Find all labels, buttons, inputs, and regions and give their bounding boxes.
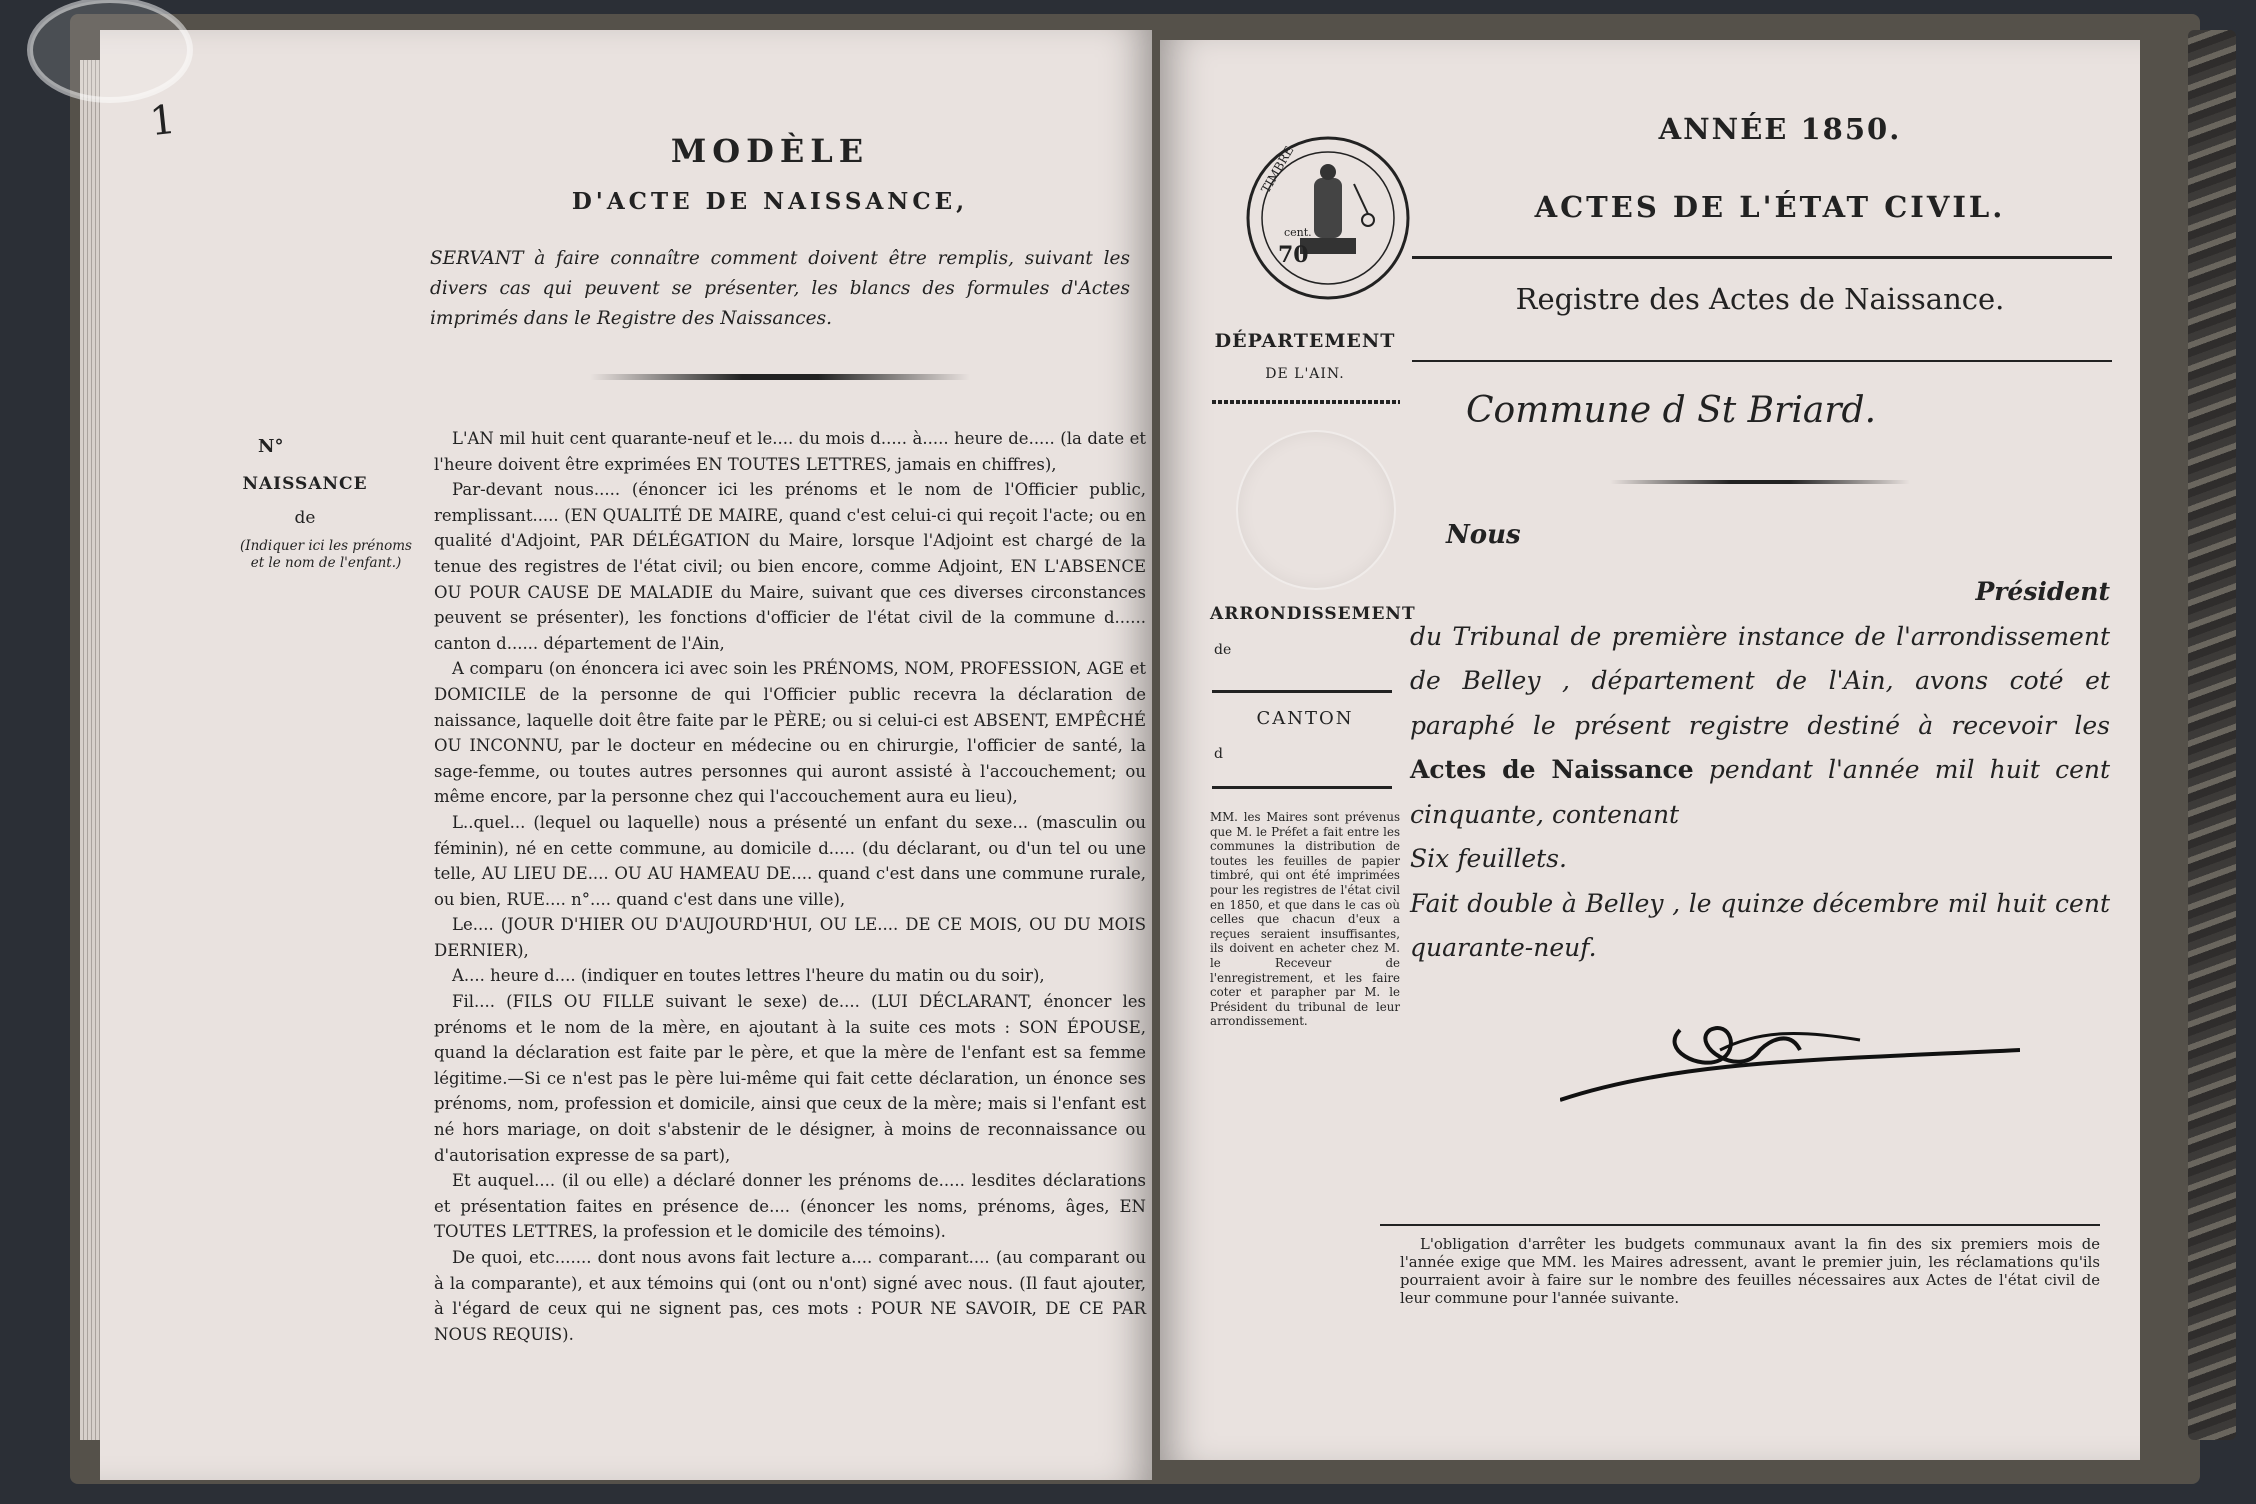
arrondissement-rule (1212, 690, 1392, 693)
declaration-actes: Actes de Naissance (1410, 755, 1694, 784)
margin-naissance-label: NAISSANCE (242, 474, 368, 494)
feuillets-label: feuillets. (1457, 844, 1567, 873)
declaration-date: , le quinze décembre mil huit cent quarante-neuf. (1410, 888, 2110, 962)
seal-label: TIMBRE (1258, 143, 1297, 196)
paragraph-child-sex: L..quel... (lequel ou laquelle) nous a présenté un enfant du sexe... (masculin ou féminin), né en cette commune, au domicile d..... (du déclarant, ou d'un tel ou une telle, AU LIEU DE.... OU AU HAMEAU DE.... quand c'est dans une commune rurale, ou bien, RUE.... n°.... quand c'est dans une ville), (434, 812, 1146, 909)
paragraph-declarant: A comparu (on énoncera ici avec soin les PRÉNOMS, NOM, PROFESSION, AGE et DOMICILE de la personne de qui l'Officier public recevra la déclaration de naissance, laquelle doit être faite par le PÈRE; ou si celui-ci est ABSENT, EMPÊCHÉ OU INCONNU, par le docteur en médecine ou en chirurgie, l'officier de santé, la sage-femme, ou toutes autres personnes qui auront assisté à l'accouchement; ou même encore, par la personne chez qui l'accouchement aura eu lieu), (434, 659, 1146, 807)
tax-stamp-seal (1244, 134, 1412, 302)
magnifier-glass (0, 0, 210, 130)
model-body (434, 426, 1146, 1347)
paragraph-witnesses: Et auquel.... (il ou elle) a déclaré donner les prénoms de..... lesdites déclarations et présentation faites en présence de.... (énoncer les noms, prénoms, âges, EN TOUTES LETTRES, la profession et le domicile des témoins). (434, 1171, 1146, 1242)
register-year: ANNÉE 1850. (1658, 112, 1902, 146)
nous-label: Nous (1446, 520, 1521, 550)
paragraph-hour: A.... heure d.... (indiquer en toutes lettres l'heure du matin ou du soir), (452, 966, 1045, 986)
book-cover-edge (2188, 30, 2236, 1440)
canton-d: d (1214, 746, 1223, 762)
president-label: Président (1975, 577, 2110, 606)
canton-rule (1212, 786, 1392, 789)
handwritten-belley-2: Belley (1585, 888, 1664, 918)
ornament-divider (590, 374, 970, 380)
paragraph-officer: Par-devant nous..... (énoncer ici les prénoms et le nom de l'Officier public, remplissant..... (EN QUALITÉ DE MAIRE, quand c'est celui-ci qui reçoit l'acte; ou en qualité d'Adjoint, PAR DÉLÉGATION du Maire, lorsque l'Adjoint est chargé de la tenue des registres de l'état civil; ou bien encore, comme Adjoint, EN L'ABSENCE OU POUR CAUSE DE MALADIE du Maire, suivant que ces diverses circonstances peuvent se présenter), les fonctions d'officier de l'état civil de la commune d...... canton d...... département de l'Ain, (434, 480, 1146, 653)
fait-double-label: Fait double à (1410, 888, 1577, 918)
departement-name: DE L'AIN. (1265, 366, 1345, 382)
model-title: MODÈLE (670, 132, 870, 170)
declaration-part-3: pendant l'année mil huit cent cinquante, contenant (1410, 755, 2111, 829)
budget-footer-note: L'obligation d'arrêter les budgets communaux avant la fin des six premiers mois de l'année exige que MM. les Maires adressent, avant le premier juin, les réclamations qu'ils pourraient avoir à faire sur le nombre des feuilles nécessaires aux Actes de l'état civil de leur commune pour l'année suivante. (1400, 1236, 2100, 1307)
footer-rule (1380, 1224, 2100, 1226)
header-rule (1412, 256, 2112, 259)
arrondissement-label: ARRONDISSEMENT (1210, 604, 1416, 624)
paragraph-parents: Fil.... (FILS OU FILLE suivant le sexe) de.... (LUI DÉCLARANT, énoncer les prénoms et le nom de la mère, en ajoutant à la suite ces mots : SON ÉPOUSE, quand la déclaration est faite par le père, et que la mère de l'enfant est sa femme légitime.—Si ce n'est pas le père lui-même qui fait cette déclaration, un énonce ses prénoms, nom, profession et domicile, ainsi que ceux de la mère; mais si l'enfant est né hors mariage, on doit s'abstenir de le désigner, à moins de reconnaissance ou d'autorisation expresse de sa part), (434, 992, 1146, 1165)
seal-cent: cent. (1284, 226, 1312, 239)
register-title: Registre des Actes de Naissance. (1515, 282, 2005, 316)
commune-handwritten: Commune d St Briard. (1466, 390, 1877, 431)
commune-ornament (1610, 480, 1910, 484)
departement-label: DÉPARTEMENT (1214, 330, 1396, 352)
seal-value: 70 (1278, 242, 1309, 268)
title-rule (1412, 360, 2112, 362)
arrondissement-de: de (1214, 642, 1232, 658)
handwritten-six: Six (1410, 844, 1450, 873)
declaration-part-1: du Tribunal de première instance de l'arrondissement de (1410, 621, 2110, 695)
margin-note: (Indiquer ici les prénoms et le nom de l'enfant.) (240, 538, 412, 571)
declaration-part-2: , département de l'Ain, avons coté et paraphé le présent registre destiné à recevoir les (1410, 666, 2110, 740)
paragraph-date: L'AN mil huit cent quarante-neuf et le.... du mois d..... à..... heure de..... (la date et l'heure doivent être exprimées EN TOUTES LETTRES, jamais en chiffres), (434, 429, 1146, 474)
register-header: ACTES DE L'ÉTAT CIVIL. (1534, 190, 2006, 224)
register-declaration (1410, 570, 2110, 971)
margin-number-label: N° (258, 436, 284, 457)
president-signature (1560, 990, 2020, 1110)
paragraph-day: Le.... (JOUR D'HIER OU D'AUJOURD'HUI, OU LE.... DE CE MOIS, OU DU MOIS DERNIER), (434, 915, 1146, 960)
margin-de-label: de (294, 508, 316, 528)
handwritten-belley-1: Belley (1462, 666, 1541, 695)
maires-notice: MM. les Maires sont prévenus que M. le Préfet a fait entre les communes la distribution de toutes les feuilles de papier timbré, qui ont été imprimées pour les registres de l'état civil en 1850, et que dans le cas où celles que chacun d'eux a reçues seraient insuffisantes, ils doivent en acheter chez M. le Receveur de l'enregistrement, et les faire coter et parapher par M. le Président du tribunal de leur arrondissement. (1210, 810, 1400, 1029)
model-subtitle: D'ACTE DE NAISSANCE, (571, 188, 969, 215)
departement-rule (1212, 400, 1400, 404)
canton-label: CANTON (1256, 708, 1354, 729)
left-page-number: 1 (147, 96, 178, 146)
embossed-seal (1236, 430, 1396, 590)
model-intro: SERVANT à faire connaître comment doivent être remplis, suivant les divers cas qui peuvent se présenter, les blancs des formules d'Actes imprimés dans le Registre des Naissances. (430, 248, 1130, 329)
paragraph-signatures: De quoi, etc....... dont nous avons fait lecture a.... comparant.... (au comparant ou à la comparante), et aux témoins qui (ont ou n'ont) signé avec nous. (Il faut ajouter, à l'égard de ceux qui ne signent pas, ces mots : POUR NE SAVOIR, DE CE PAR NOUS REQUIS). (434, 1248, 1146, 1344)
